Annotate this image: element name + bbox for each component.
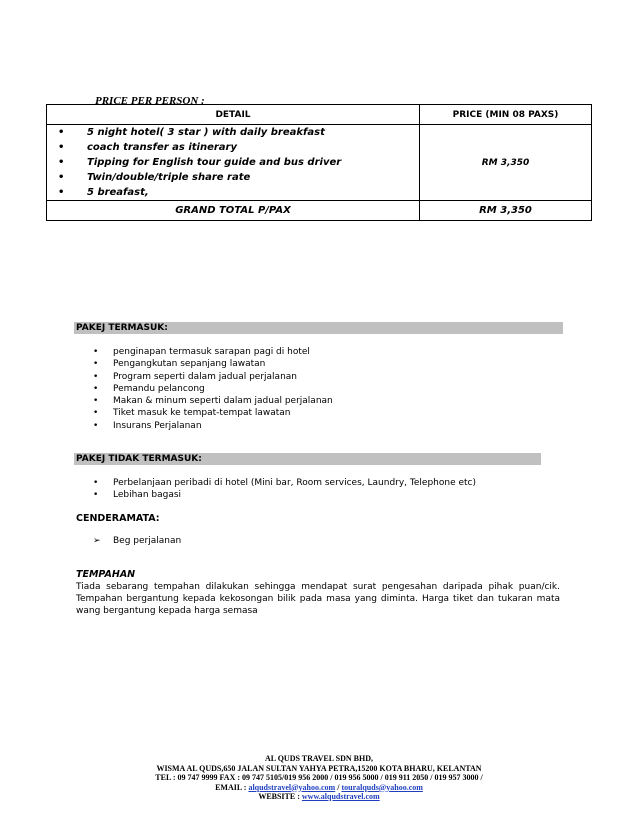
- arrow-bullet-icon: ➢: [93, 536, 101, 546]
- detail-column-header: DETAIL: [47, 105, 420, 125]
- footer-email-separator: /: [335, 782, 342, 792]
- footer-email-line: [0, 783, 638, 793]
- price-table-row: [47, 125, 592, 201]
- list-item: • Pengangkutan sepanjang lawatan: [93, 358, 333, 370]
- price-table-header: [47, 105, 592, 125]
- list-item: • Tiket masuk ke tempat-tempat lawatan: [93, 407, 333, 419]
- pakej-tidak-termasuk-list: [93, 477, 476, 502]
- footer: [0, 754, 638, 802]
- price-per-person-heading: PRICE PER PERSON :: [95, 95, 205, 107]
- cenderamata-item-label: Beg perjalanan: [113, 536, 182, 546]
- list-item: • Program seperti dalam jadual perjalanan: [93, 371, 333, 383]
- list-item: • Pemandu pelancong: [93, 383, 333, 395]
- footer-tel: TEL : 09 747 9999 FAX : 09 747 5105/019 956 2000 / 019 956 5000 / 019 911 2050 / 019 957 3000 /: [155, 773, 483, 782]
- footer-website-line: [0, 792, 638, 802]
- list-item: • Twin/double/triple share rate: [47, 170, 419, 185]
- list-item: • coach transfer as itinerary: [47, 140, 419, 155]
- cenderamata-heading: CENDERAMATA:: [76, 513, 160, 524]
- price-value: RM 3,350: [420, 125, 592, 201]
- pakej-termasuk-list: [93, 346, 333, 432]
- footer-website-prefix: WEBSITE :: [258, 792, 302, 801]
- package-details-cell: [47, 125, 420, 201]
- list-item: • 5 night hotel( 3 star ) with daily breakfast: [47, 125, 419, 140]
- pakej-termasuk-heading: PAKEJ TERMASUK:: [74, 322, 563, 334]
- email-link-touralquds[interactable]: touralquds@yahoo.com: [341, 782, 423, 792]
- list-item: • penginapan termasuk sarapan pagi di hotel: [93, 346, 333, 358]
- pakej-tidak-termasuk-heading: PAKEJ TIDAK TERMASUK:: [74, 453, 541, 465]
- price-table: [46, 104, 592, 221]
- price-column-header: PRICE (MIN 08 PAXS): [420, 105, 592, 125]
- list-item: • Perbelanjaan peribadi di hotel (Mini bar, Room services, Laundry, Telephone etc): [93, 477, 476, 489]
- tempahan-heading: TEMPAHAN: [76, 569, 136, 580]
- footer-email-prefix: EMAIL :: [215, 782, 249, 792]
- grand-total-label: GRAND TOTAL P/PAX: [47, 201, 420, 221]
- tempahan-text: Tiada sebarang tempahan dilakukan sehingga mendapat surat pengesahan daripada pihak puan/cik. Tempahan bergantung kepada kekosongan bilik pada masa yang diminta. Harga tiket dan tukaran mata wang bergantung kepada harga semasa: [76, 582, 560, 616]
- footer-address: WISMA AL QUDS,650 JALAN SULTAN YAHYA PETRA,15200 KOTA BHARU, KELANTAN: [156, 763, 482, 773]
- grand-total-value: RM 3,350: [420, 201, 592, 221]
- email-link-alqudstravel[interactable]: alqudstravel@yahoo.com: [248, 782, 336, 792]
- grand-total-row: [47, 201, 592, 221]
- cenderamata-item: [93, 536, 181, 546]
- list-item: • Insurans Perjalanan: [93, 420, 333, 432]
- list-item: • Lebihan bagasi: [93, 489, 476, 501]
- package-details-list: [47, 125, 419, 200]
- website-link[interactable]: www.alqudstravel.com: [301, 792, 380, 801]
- footer-company: AL QUDS TRAVEL SDN BHD,: [265, 754, 373, 763]
- list-item: • Tipping for English tour guide and bus driver: [47, 155, 419, 170]
- list-item: • Makan & minum seperti dalam jadual perjalanan: [93, 395, 333, 407]
- list-item: • 5 breafast,: [47, 185, 419, 200]
